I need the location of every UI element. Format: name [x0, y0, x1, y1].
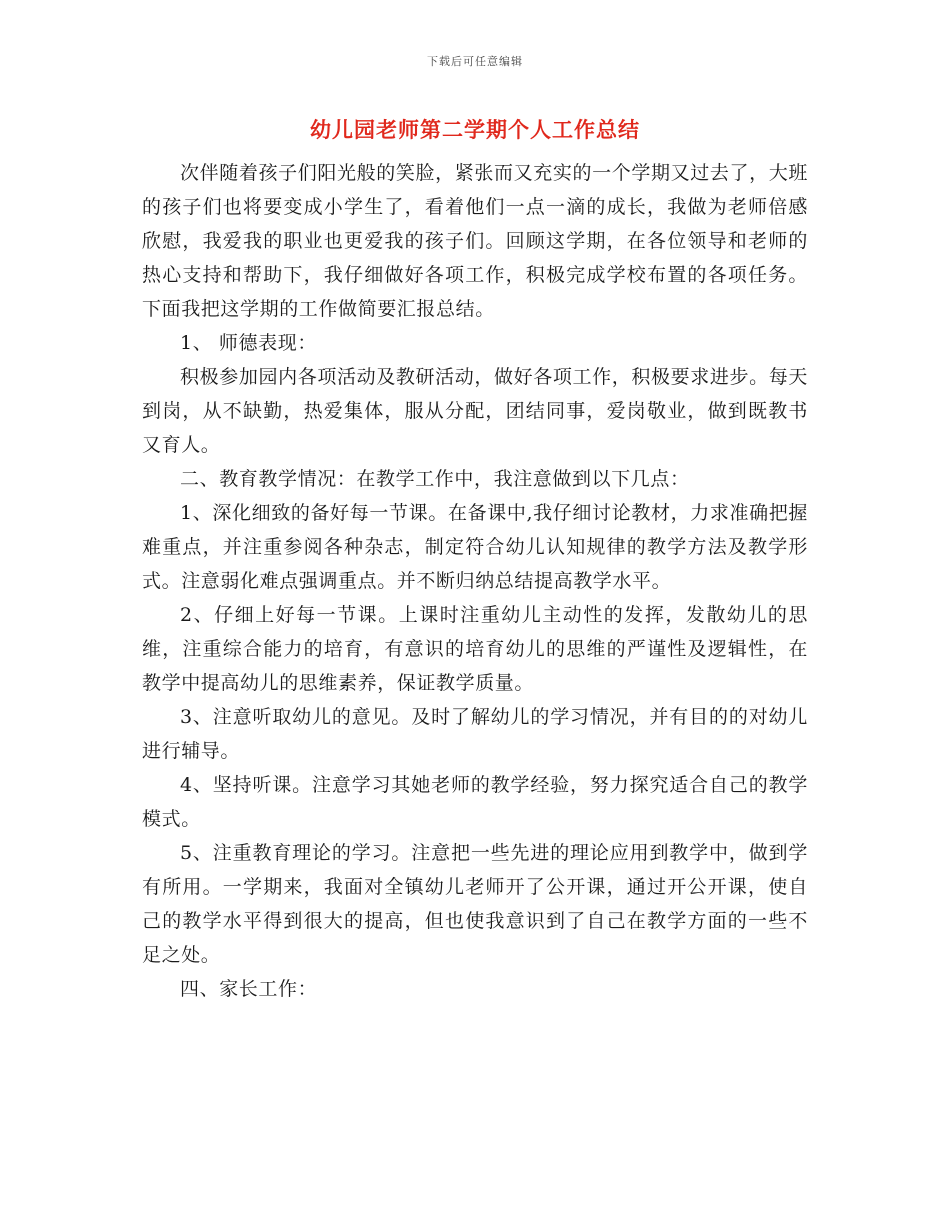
document-title: 幼儿园老师第二学期个人工作总结	[310, 117, 640, 142]
document-body	[142, 156, 808, 1006]
paragraph-teaching-2: 2、仔细上好每一节课。上课时注重幼儿主动性的发挥，发散幼儿的思维，注重综合能力的培育，有意识的培育幼儿的思维的严谨性及逻辑性，在教学中提高幼儿的思维素养，保证教学质量。	[142, 604, 808, 694]
paragraph-teaching-4: 4、坚持听课。注意学习其她老师的教学经验，努力探究适合自己的教学模式。	[142, 774, 808, 830]
paragraph-teaching-1: 1、深化细致的备好每一节课。在备课中,我仔细讨论教材，力求准确把握难重点，并注重参阅各种杂志，制定符合幼儿认知规律的教学方法及教学形式。注意弱化难点强调重点。并不断归纳总结提高教学水平。	[142, 502, 808, 592]
header-note: 下载后可任意编辑	[427, 55, 523, 68]
paragraph-intro: 次伴随着孩子们阳光般的笑脸，紧张而又充实的一个学期又过去了，大班的孩子们也将要变成小学生了，看着他们一点一滴的成长，我做为老师倍感欣慰，我爱我的职业也更爱我的孩子们。回顾这学期，在各位领导和老师的热心支持和帮助下，我仔细做好各项工作，积极完成学校布置的各项任务。下面我把这学期的工作做简要汇报总结。	[142, 162, 808, 320]
paragraph-heading-parents: 四、家长工作：	[180, 978, 318, 1000]
paragraph-heading-ethics: 1、 师德表现：	[180, 332, 317, 354]
paragraph-ethics: 积极参加园内各项活动及教研活动，做好各项工作，积极要求进步。每天到岗，从不缺勤，热爱集体，服从分配，团结同事，爱岗敬业，做到既教书又育人。	[142, 366, 808, 456]
paragraph-heading-teaching: 二、教育教学情况：在教学工作中，我注意做到以下几点：	[180, 468, 690, 490]
paragraph-teaching-5: 5、注重教育理论的学习。注意把一些先进的理论应用到教学中，做到学有所用。一学期来，我面对全镇幼儿老师开了公开课，通过开公开课，使自己的教学水平得到很大的提高，但也使我意识到了自己在教学方面的一些不足之处。	[142, 842, 808, 966]
paragraph-teaching-3: 3、注意听取幼儿的意见。及时了解幼儿的学习情况，并有目的的对幼儿进行辅导。	[142, 706, 808, 762]
